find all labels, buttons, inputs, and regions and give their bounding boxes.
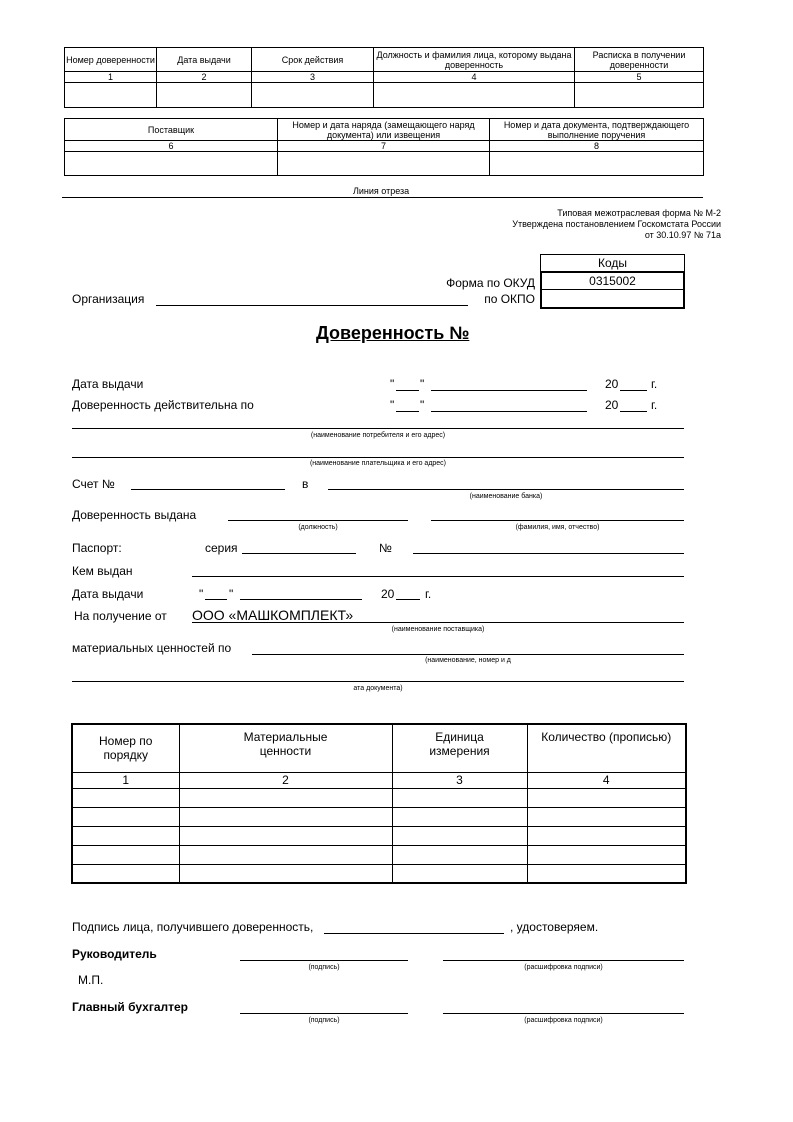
- top-header-cell: Дата выдачи: [157, 48, 252, 72]
- item-cell[interactable]: [72, 826, 179, 845]
- okpo-label: по ОКПО: [484, 292, 535, 306]
- items-row: [72, 788, 686, 807]
- supplier-table: [64, 118, 704, 176]
- cut-line-label: Линия отреза: [353, 186, 410, 196]
- valid-until-year-suffix: г.: [651, 398, 658, 412]
- supplier-caption: (наименование поставщика): [391, 626, 485, 633]
- items-header-cell: Единица измерения: [392, 724, 527, 772]
- item-cell[interactable]: [72, 788, 179, 807]
- codes-header: Коды: [540, 254, 685, 271]
- issue-date-month-field[interactable]: [431, 390, 587, 391]
- supplier-input-cell[interactable]: [278, 152, 490, 176]
- items-table: [71, 723, 687, 884]
- passport-date-quote-close: ": [229, 587, 234, 601]
- codes-box: [540, 271, 685, 309]
- item-cell[interactable]: [392, 864, 527, 883]
- form-note-line3: от 30.10.97 № 71а: [644, 230, 721, 240]
- consumer-caption: (наименование потребителя и его адрес): [310, 432, 446, 439]
- payer-caption: (наименование плательщика и его адрес): [309, 460, 447, 467]
- passport-date-label: Дата выдачи: [72, 587, 144, 601]
- account-label: Счет №: [72, 477, 115, 491]
- items-number-cell: 3: [392, 772, 527, 788]
- doc-name-caption: (наименование, номер и д: [425, 657, 511, 664]
- valid-until-quote-open: ": [390, 398, 395, 412]
- fio-field[interactable]: [431, 520, 684, 521]
- valid-until-label: Доверенность действительна по: [72, 398, 254, 412]
- items-number-cell: 1: [72, 772, 179, 788]
- fio-caption: (фамилия, имя, отчество): [515, 524, 600, 531]
- items-header-cell: Номер по порядку: [72, 724, 179, 772]
- accountant-signature-field[interactable]: [240, 1013, 408, 1014]
- passport-date-year-field[interactable]: [396, 599, 420, 600]
- passport-series-label: серия: [205, 541, 238, 555]
- top-number-cell: 1: [65, 72, 157, 83]
- items-number-cell: 4: [527, 772, 686, 788]
- item-cell[interactable]: [527, 864, 686, 883]
- passport-date-day-field[interactable]: [205, 599, 227, 600]
- okud-label: Форма по ОКУД: [446, 276, 535, 290]
- issue-date-quote-close: ": [420, 377, 425, 391]
- item-cell[interactable]: [72, 864, 179, 883]
- top-input-cell[interactable]: [65, 83, 157, 108]
- issue-date-year-suffix: г.: [651, 377, 658, 391]
- supplier-field[interactable]: [192, 622, 684, 623]
- item-cell[interactable]: [392, 788, 527, 807]
- bank-field[interactable]: [328, 489, 684, 490]
- recipient-signature-field[interactable]: [324, 933, 504, 934]
- materials-label: материальных ценностей по: [72, 641, 232, 655]
- account-in-label: в: [302, 477, 309, 491]
- issued-to-label: Доверенность выдана: [72, 508, 197, 522]
- doc-date-caption: ата документа): [353, 685, 403, 692]
- valid-until-quote-close: ": [420, 398, 425, 412]
- item-cell[interactable]: [179, 845, 392, 864]
- item-cell[interactable]: [72, 807, 179, 826]
- supplier-number-cell: 8: [490, 141, 704, 152]
- item-cell[interactable]: [527, 807, 686, 826]
- form-note-line1: Типовая межотраслевая форма № М-2: [557, 208, 721, 218]
- valid-until-day-field[interactable]: [396, 411, 419, 412]
- account-field[interactable]: [131, 489, 285, 490]
- okpo-value[interactable]: [542, 290, 683, 307]
- top-header-cell: Срок действия: [252, 48, 374, 72]
- receive-from-label: На получение от: [74, 609, 167, 623]
- consumer-field[interactable]: [72, 428, 684, 429]
- supplier-input-cell[interactable]: [65, 152, 278, 176]
- passport-date-quote-open: ": [199, 587, 204, 601]
- issued-by-field[interactable]: [192, 576, 684, 577]
- items-row: [72, 826, 686, 845]
- items-header-cell: Материальные ценности: [179, 724, 392, 772]
- top-number-cell: 5: [575, 72, 704, 83]
- payer-field[interactable]: [72, 457, 684, 458]
- items-header-cell: Количество (прописью): [527, 724, 686, 772]
- passport-date-year-suffix: г.: [425, 587, 432, 601]
- passport-number-label: №: [379, 541, 392, 555]
- issue-date-quote-open: ": [390, 377, 395, 391]
- signature-suffix: , удостоверяем.: [510, 920, 599, 934]
- item-cell[interactable]: [392, 826, 527, 845]
- top-header-cell: Номер доверенности: [65, 48, 157, 72]
- top-header-cell: Расписка в получении доверенности: [575, 48, 704, 72]
- bank-caption: (наименование банка): [469, 493, 543, 500]
- page-title: [316, 323, 469, 344]
- supplier-input-cell[interactable]: [490, 152, 704, 176]
- supplier-header-cell: Номер и дата документа, подтверждающего выполнение поручения: [490, 119, 704, 141]
- passport-number-field[interactable]: [413, 553, 684, 554]
- item-cell[interactable]: [179, 788, 392, 807]
- item-cell[interactable]: [527, 826, 686, 845]
- items-row: [72, 864, 686, 883]
- organization-field[interactable]: [156, 305, 468, 306]
- items-row: [72, 845, 686, 864]
- item-cell[interactable]: [392, 845, 527, 864]
- issue-date-year-field[interactable]: [620, 390, 647, 391]
- position-caption: (должность): [298, 524, 338, 531]
- head-label: Руководитель: [72, 947, 157, 961]
- passport-series-field[interactable]: [242, 553, 356, 554]
- top-number-cell: 4: [374, 72, 575, 83]
- head-signature-field[interactable]: [240, 960, 408, 961]
- item-cell[interactable]: [527, 788, 686, 807]
- top-input-cell[interactable]: [252, 83, 374, 108]
- position-field[interactable]: [228, 520, 408, 521]
- title-text: Доверенность №: [316, 323, 470, 343]
- item-cell[interactable]: [179, 807, 392, 826]
- accountant-decoding-field[interactable]: [443, 1013, 684, 1014]
- item-cell[interactable]: [179, 826, 392, 845]
- top-input-cell[interactable]: [157, 83, 252, 108]
- okud-value[interactable]: 0315002: [542, 273, 683, 290]
- top-input-cell[interactable]: [575, 83, 704, 108]
- issued-by-label: Кем выдан: [72, 564, 133, 578]
- valid-until-month-field[interactable]: [431, 411, 587, 412]
- valid-until-year-field[interactable]: [620, 411, 647, 412]
- form-note-line2: Утверждена постановлением Госкомстата России: [512, 219, 721, 229]
- top-input-cell[interactable]: [374, 83, 575, 108]
- materials-field[interactable]: [252, 654, 684, 655]
- top-header-cell: Должность и фамилия лица, которому выдана доверенность: [374, 48, 575, 72]
- valid-until-year-prefix: 20: [605, 398, 619, 412]
- accountant-decoding-caption: (расшифровка подписи): [524, 1017, 603, 1024]
- issue-date-day-field[interactable]: [396, 390, 419, 391]
- passport-date-year-prefix: 20: [381, 587, 395, 601]
- signature-prefix: Подпись лица, получившего доверенность,: [72, 920, 314, 934]
- supplier-header-cell: Поставщик: [65, 119, 278, 141]
- accountant-signature-caption: (подпись): [308, 1017, 340, 1024]
- item-cell[interactable]: [72, 845, 179, 864]
- head-decoding-caption: (расшифровка подписи): [524, 964, 603, 971]
- supplier-header-cell: Номер и дата наряда (замещающего наряд документа) или извещения: [278, 119, 490, 141]
- accountant-label: Главный бухгалтер: [72, 1000, 189, 1014]
- item-cell[interactable]: [527, 845, 686, 864]
- stamp-label: М.П.: [78, 973, 104, 987]
- item-cell[interactable]: [179, 864, 392, 883]
- supplier-number-cell: 6: [65, 141, 278, 152]
- top-table: [64, 47, 704, 108]
- issue-date-year-prefix: 20: [605, 377, 619, 391]
- head-signature-caption: (подпись): [308, 964, 340, 971]
- organization-label: Организация: [72, 292, 145, 306]
- supplier-name[interactable]: ООО «МАШКОМПЛЕКТ»: [192, 607, 354, 623]
- cut-line: [62, 197, 703, 198]
- supplier-number-cell: 7: [278, 141, 490, 152]
- item-cell[interactable]: [392, 807, 527, 826]
- doc-date-field[interactable]: [72, 681, 684, 682]
- head-decoding-field[interactable]: [443, 960, 684, 961]
- items-number-cell: 2: [179, 772, 392, 788]
- top-number-cell: 3: [252, 72, 374, 83]
- issue-date-label: Дата выдачи: [72, 377, 144, 391]
- top-number-cell: 2: [157, 72, 252, 83]
- passport-date-month-field[interactable]: [240, 599, 362, 600]
- passport-label: Паспорт:: [72, 541, 122, 555]
- items-row: [72, 807, 686, 826]
